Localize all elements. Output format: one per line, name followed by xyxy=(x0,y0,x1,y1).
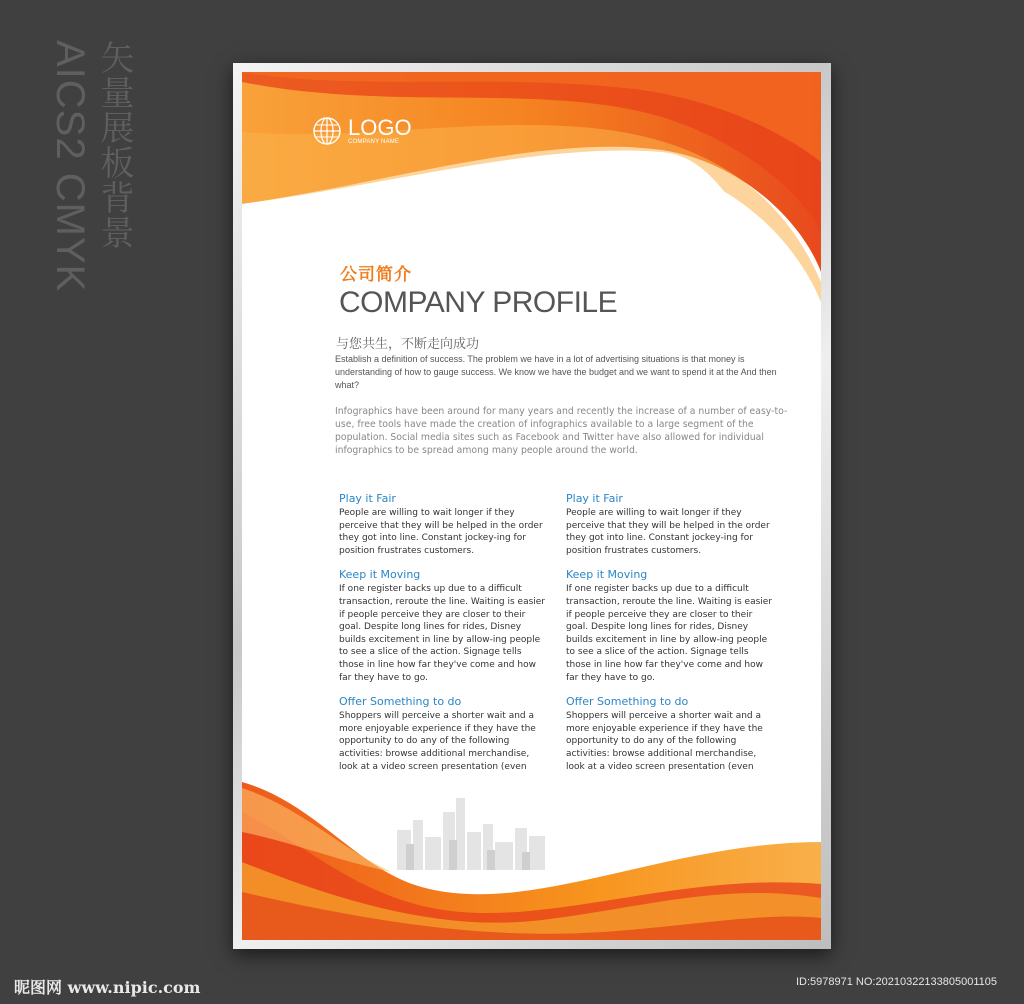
section-body: If one register backs up due to a difficult transaction, reroute the line. Waiting is easier if people perceive they are closer to their goal. Despite long lines for rides, Disney builds excitement in line by allow-ing people to see a slice of the action. Signage tells those in line how far they've come and how far they have to go. xyxy=(339,584,546,683)
section-body: Shoppers will perceive a shorter wait and a more enjoyable experience if they have the opportunity to do any of the following activities: browse additional merchandise, look at a video screen presentation (even xyxy=(339,711,536,772)
section xyxy=(339,492,549,557)
watermark-site: 昵图网 www.nipic.com xyxy=(14,978,201,997)
side-title xyxy=(48,40,136,292)
section-body: Shoppers will perceive a shorter wait and a more enjoyable experience if they have the opportunity to do any of the following activities: browse additional merchandise, look at a video screen presentation (even xyxy=(566,711,763,772)
section xyxy=(339,695,549,773)
section-heading: Keep it Moving xyxy=(566,568,648,582)
section xyxy=(566,695,776,773)
poster xyxy=(242,72,821,940)
company-logo xyxy=(312,116,412,146)
globe-icon xyxy=(312,116,342,146)
side-title-en: AICS2 CMYK xyxy=(48,40,92,293)
section-heading: Play it Fair xyxy=(566,492,623,505)
slogan: 与您共生，不断走向成功 xyxy=(336,337,480,352)
section-body: People are willing to wait longer if they perceive that they will be helped in the order they got into line. Constant jockey-ing for position frustrates customers. xyxy=(339,508,543,556)
logo-word: LOGO xyxy=(348,115,412,140)
right-column xyxy=(566,492,776,784)
section xyxy=(566,492,776,557)
side-title-zh: 矢量展板背景 xyxy=(94,40,134,250)
section-heading: Play it Fair xyxy=(339,492,396,505)
title-english: COMPANY PROFILE xyxy=(339,286,618,319)
title-chinese: 公司简介 xyxy=(340,265,412,285)
left-column xyxy=(339,492,549,784)
intro-text: Establish a definition of success. The problem we have in a lot of advertising situations is that money is understanding of how to gauge success. We know we have the budget and we want to spend it at the And then what? xyxy=(335,354,777,390)
logo-company-name: COMPANY NAME xyxy=(348,139,400,145)
section-body: People are willing to wait longer if they perceive that they will be helped in the order they got into line. Constant jockey-ing for position frustrates customers. xyxy=(566,508,770,556)
section xyxy=(339,568,549,684)
section xyxy=(566,568,776,684)
section-heading: Keep it Moving xyxy=(339,568,421,582)
section-body: If one register backs up due to a difficult transaction, reroute the line. Waiting is easier if people perceive they are closer to their goal. Despite long lines for rides, Disney builds excitement in line by allow-ing people to see a slice of the action. Signage tells those in line how far they've come and how far they have to go. xyxy=(566,584,773,683)
section-heading: Offer Something to do xyxy=(566,695,689,709)
section-heading: Offer Something to do xyxy=(339,695,462,709)
watermark-id: ID:5978971 NO:20210322133805001105 xyxy=(796,976,998,988)
infographics-paragraph: Infographics have been around for many years and recently the increase of a number of easy-to-use, free tools have made the creation of infographics available to a large segment of the population. Social media sites such as Facebook and Twitter have also allowed for individual infographics to be spread among many people around the world. xyxy=(335,406,788,456)
